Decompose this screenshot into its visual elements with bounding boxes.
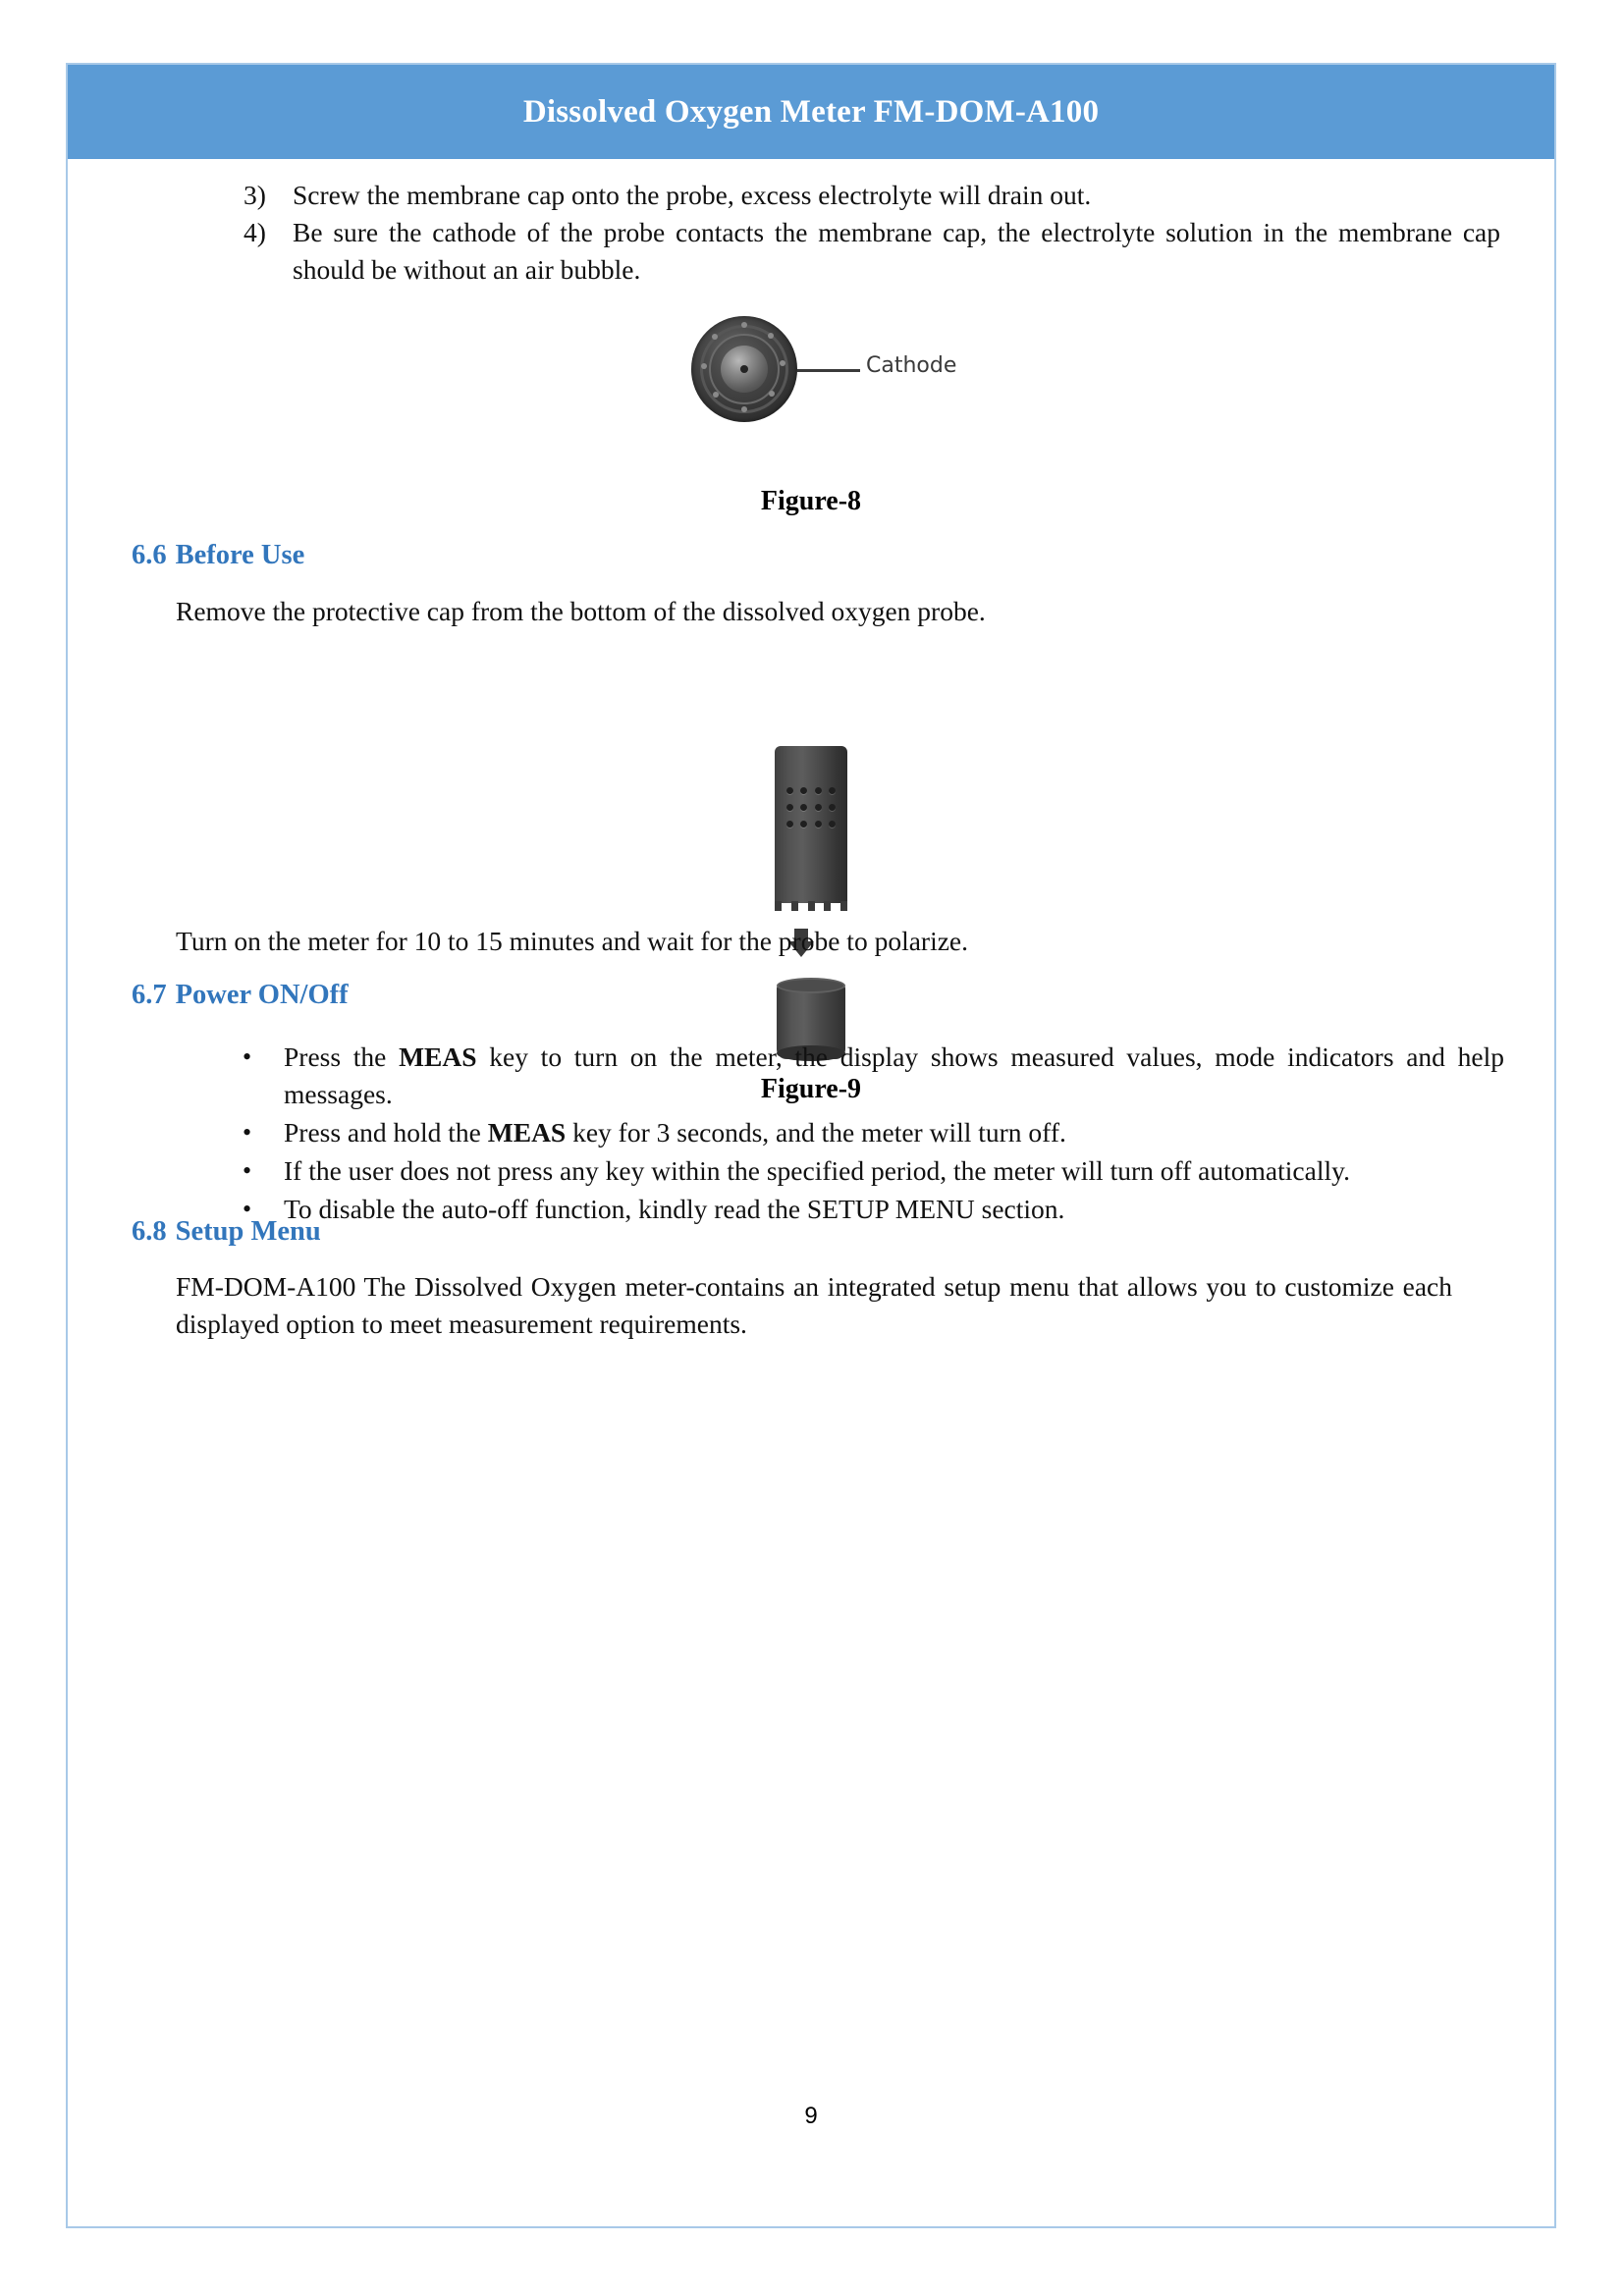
cathode-point [740, 365, 748, 373]
list-marker: 4) [244, 217, 266, 247]
section-number: 6.6 [132, 540, 167, 570]
probe-hole [800, 787, 807, 794]
probe-hole [829, 821, 836, 828]
cathode-label: Cathode [866, 353, 957, 378]
section-title: Before Use [175, 540, 305, 570]
probe-hole [829, 787, 836, 794]
probe-tooth [840, 901, 847, 911]
figure-8-caption: Figure-8 [760, 486, 862, 516]
list-item [243, 1114, 1504, 1151]
polarize-paragraph: Turn on the meter for 10 to 15 minutes and wait for the probe to polarize. [176, 926, 968, 956]
list-item-text [284, 1039, 1504, 1113]
probe-screw-dot [701, 363, 707, 369]
bullet-icon: • [243, 1195, 252, 1223]
section-title: Setup Menu [175, 1216, 321, 1247]
bullet-icon: • [243, 1042, 252, 1071]
section-number: 6.7 [132, 980, 167, 1010]
list-item [244, 177, 1500, 214]
probe-tooth [824, 901, 831, 911]
probe-screw-dot [712, 334, 718, 340]
list-marker: 3) [244, 180, 266, 210]
list-item [243, 1039, 1504, 1113]
probe-hole [800, 821, 807, 828]
setup-menu-paragraph: FM-DOM-A100 The Dissolved Oxygen meter-contains an integrated setup menu that allows you to customize each displayed option to meet measurement requirements. [176, 1271, 1452, 1339]
probe-tip-teeth [775, 901, 847, 911]
page-number: 9 [804, 2103, 818, 2129]
protective-cap-opening [777, 978, 845, 993]
probe-hole [786, 787, 793, 794]
list-item [244, 214, 1500, 289]
bullet-text-before: Press the [284, 1041, 400, 1072]
bullet-text-before: Press and hold the [284, 1117, 488, 1148]
list-item-text: Screw the membrane cap onto the probe, excess electrolyte will drain out. [293, 180, 1092, 210]
probe-end-face-icon [691, 316, 797, 422]
probe-screw-dot [713, 392, 719, 398]
page-content [66, 159, 1556, 2228]
probe-hole [786, 804, 793, 811]
section-heading-before-use [132, 540, 304, 571]
numbered-instruction-list [244, 177, 1500, 289]
probe-tooth [808, 901, 815, 911]
bullet-icon: • [243, 1156, 252, 1185]
probe-hole [800, 804, 807, 811]
section-number: 6.8 [132, 1216, 167, 1247]
section-heading-setup-menu [132, 1216, 321, 1248]
before-use-paragraph: Remove the protective cap from the bottom of the dissolved oxygen probe. [176, 596, 986, 626]
document-title: Dissolved Oxygen Meter FM-DOM-A100 [522, 93, 1100, 130]
bullet-text-bold: MEAS [487, 1117, 567, 1148]
document-header-band [68, 65, 1554, 159]
probe-hole [786, 821, 793, 828]
probe-screw-dot [768, 333, 774, 339]
probe-hole-grid [785, 783, 838, 830]
figure-9-caption: Figure-9 [760, 1074, 862, 1104]
probe-tooth [775, 901, 782, 911]
probe-screw-dot [769, 391, 775, 397]
figure-8-image [66, 316, 1556, 444]
cathode-leader-line [797, 369, 860, 372]
list-item-text [284, 1114, 1504, 1151]
power-on-off-bullet-list [243, 1039, 1504, 1229]
list-item-text: Be sure the cathode of the probe contacts the membrane cap, the electrolyte solution in the membrane cap should be without an air bubble. [293, 217, 1500, 285]
probe-hole [815, 821, 822, 828]
list-item-text: To disable the auto-off function, kindly read the SETUP MENU section. [284, 1194, 1065, 1224]
probe-hole [829, 804, 836, 811]
probe-hole [815, 787, 822, 794]
probe-screw-dot [741, 322, 747, 328]
probe-screw-dot [741, 406, 747, 412]
bullet-text-bold: MEAS [399, 1041, 477, 1072]
probe-hole [815, 804, 822, 811]
section-title: Power ON/Off [175, 980, 349, 1010]
list-item [243, 1191, 1504, 1228]
probe-tooth [791, 901, 798, 911]
bullet-text-after: key for 3 seconds, and the meter will turn off. [566, 1117, 1066, 1148]
list-item [243, 1152, 1504, 1190]
figure-9-image [66, 746, 1556, 1066]
bullet-text-after: key to turn on the meter, the display shows measured values, mode indicators and help messages. [284, 1041, 1504, 1109]
bullet-icon: • [243, 1118, 252, 1147]
list-item-text: If the user does not press any key within the specified period, the meter will turn off automatically. [284, 1155, 1350, 1186]
probe-screw-dot [780, 360, 785, 366]
section-heading-power-on-off [132, 980, 349, 1011]
